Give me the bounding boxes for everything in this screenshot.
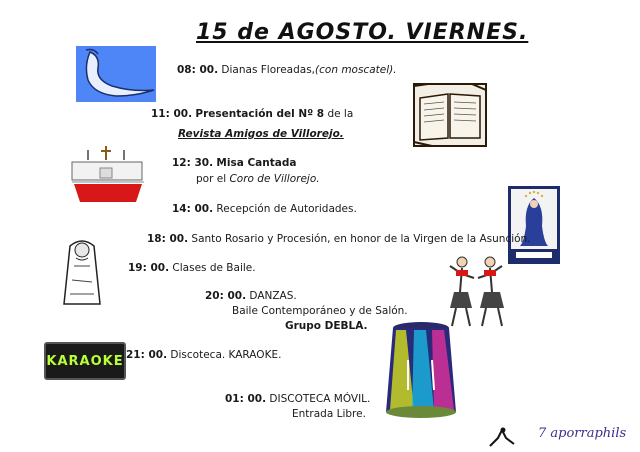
event-2000 <box>205 289 297 303</box>
event-time: 12: 30. <box>172 157 214 169</box>
event-text-2b: Coro de Villorejo. <box>229 173 320 185</box>
event-text-2a: por el <box>196 173 227 185</box>
event-text: Misa Cantada <box>216 157 297 169</box>
event-time: 20: 00. <box>205 290 247 302</box>
event-1100-line2 <box>178 127 344 141</box>
event-time: 01: 00. <box>225 393 267 405</box>
event-text-2: Entrada Libre. <box>292 408 366 420</box>
event-1230 <box>172 156 296 170</box>
event-2100 <box>126 348 281 362</box>
open-book-illustration <box>412 82 488 148</box>
event-time: 11: 00. <box>151 108 193 120</box>
event-text-2: Baile Contemporáneo y de Salón. <box>232 305 408 317</box>
karaoke-logo-text: KARAOKE <box>46 353 124 369</box>
event-extra: (con moscatel). <box>315 64 397 76</box>
event-text-2: de la <box>327 108 354 120</box>
event-text: Recepción de Autoridades. <box>216 203 357 215</box>
event-text: DISCOTECA MÓVIL. <box>269 393 371 405</box>
event-text: Dianas Floreadas, <box>221 64 316 76</box>
event-text: Discoteca. KARAOKE. <box>170 349 282 361</box>
event-2000-line3 <box>285 319 368 333</box>
page-title: 15 de AGOSTO. VIERNES. <box>196 20 529 45</box>
woman-sketch <box>52 236 110 308</box>
karaoke-logo <box>44 342 126 380</box>
event-text-3: Grupo DEBLA. <box>285 320 368 332</box>
event-text: DANZAS. <box>249 290 297 302</box>
event-time: 08: 00. <box>177 64 219 76</box>
event-0100 <box>225 392 370 406</box>
pitcher-illustration <box>76 46 156 102</box>
event-time: 19: 00. <box>128 262 170 274</box>
event-1230-line2 <box>196 172 320 186</box>
event-text: Presentación del Nº 8 <box>195 108 325 120</box>
event-text: Santo Rosario y Procesión, en honor de la Virgen de la Asunción. <box>191 233 531 245</box>
event-time: 14: 00. <box>172 203 214 215</box>
small-figure-icon <box>488 426 516 448</box>
event-1800 <box>147 232 531 246</box>
disco-lights-illustration <box>384 320 458 420</box>
event-time: 21: 00. <box>126 349 168 361</box>
event-time: 18: 00. <box>147 233 189 245</box>
event-1900 <box>128 261 256 275</box>
event-0100-line2 <box>292 407 366 421</box>
event-1100 <box>151 107 353 121</box>
altar-illustration <box>66 144 150 206</box>
event-text: Clases de Baile. <box>172 262 256 274</box>
magazine-title: Revista Amigos de Villorejo. <box>178 128 344 140</box>
virgin-image <box>508 186 560 264</box>
signature: 7 aporraphils <box>538 426 627 441</box>
event-0800 <box>177 63 397 77</box>
event-2000-line2 <box>232 304 408 318</box>
event-1400 <box>172 202 357 216</box>
